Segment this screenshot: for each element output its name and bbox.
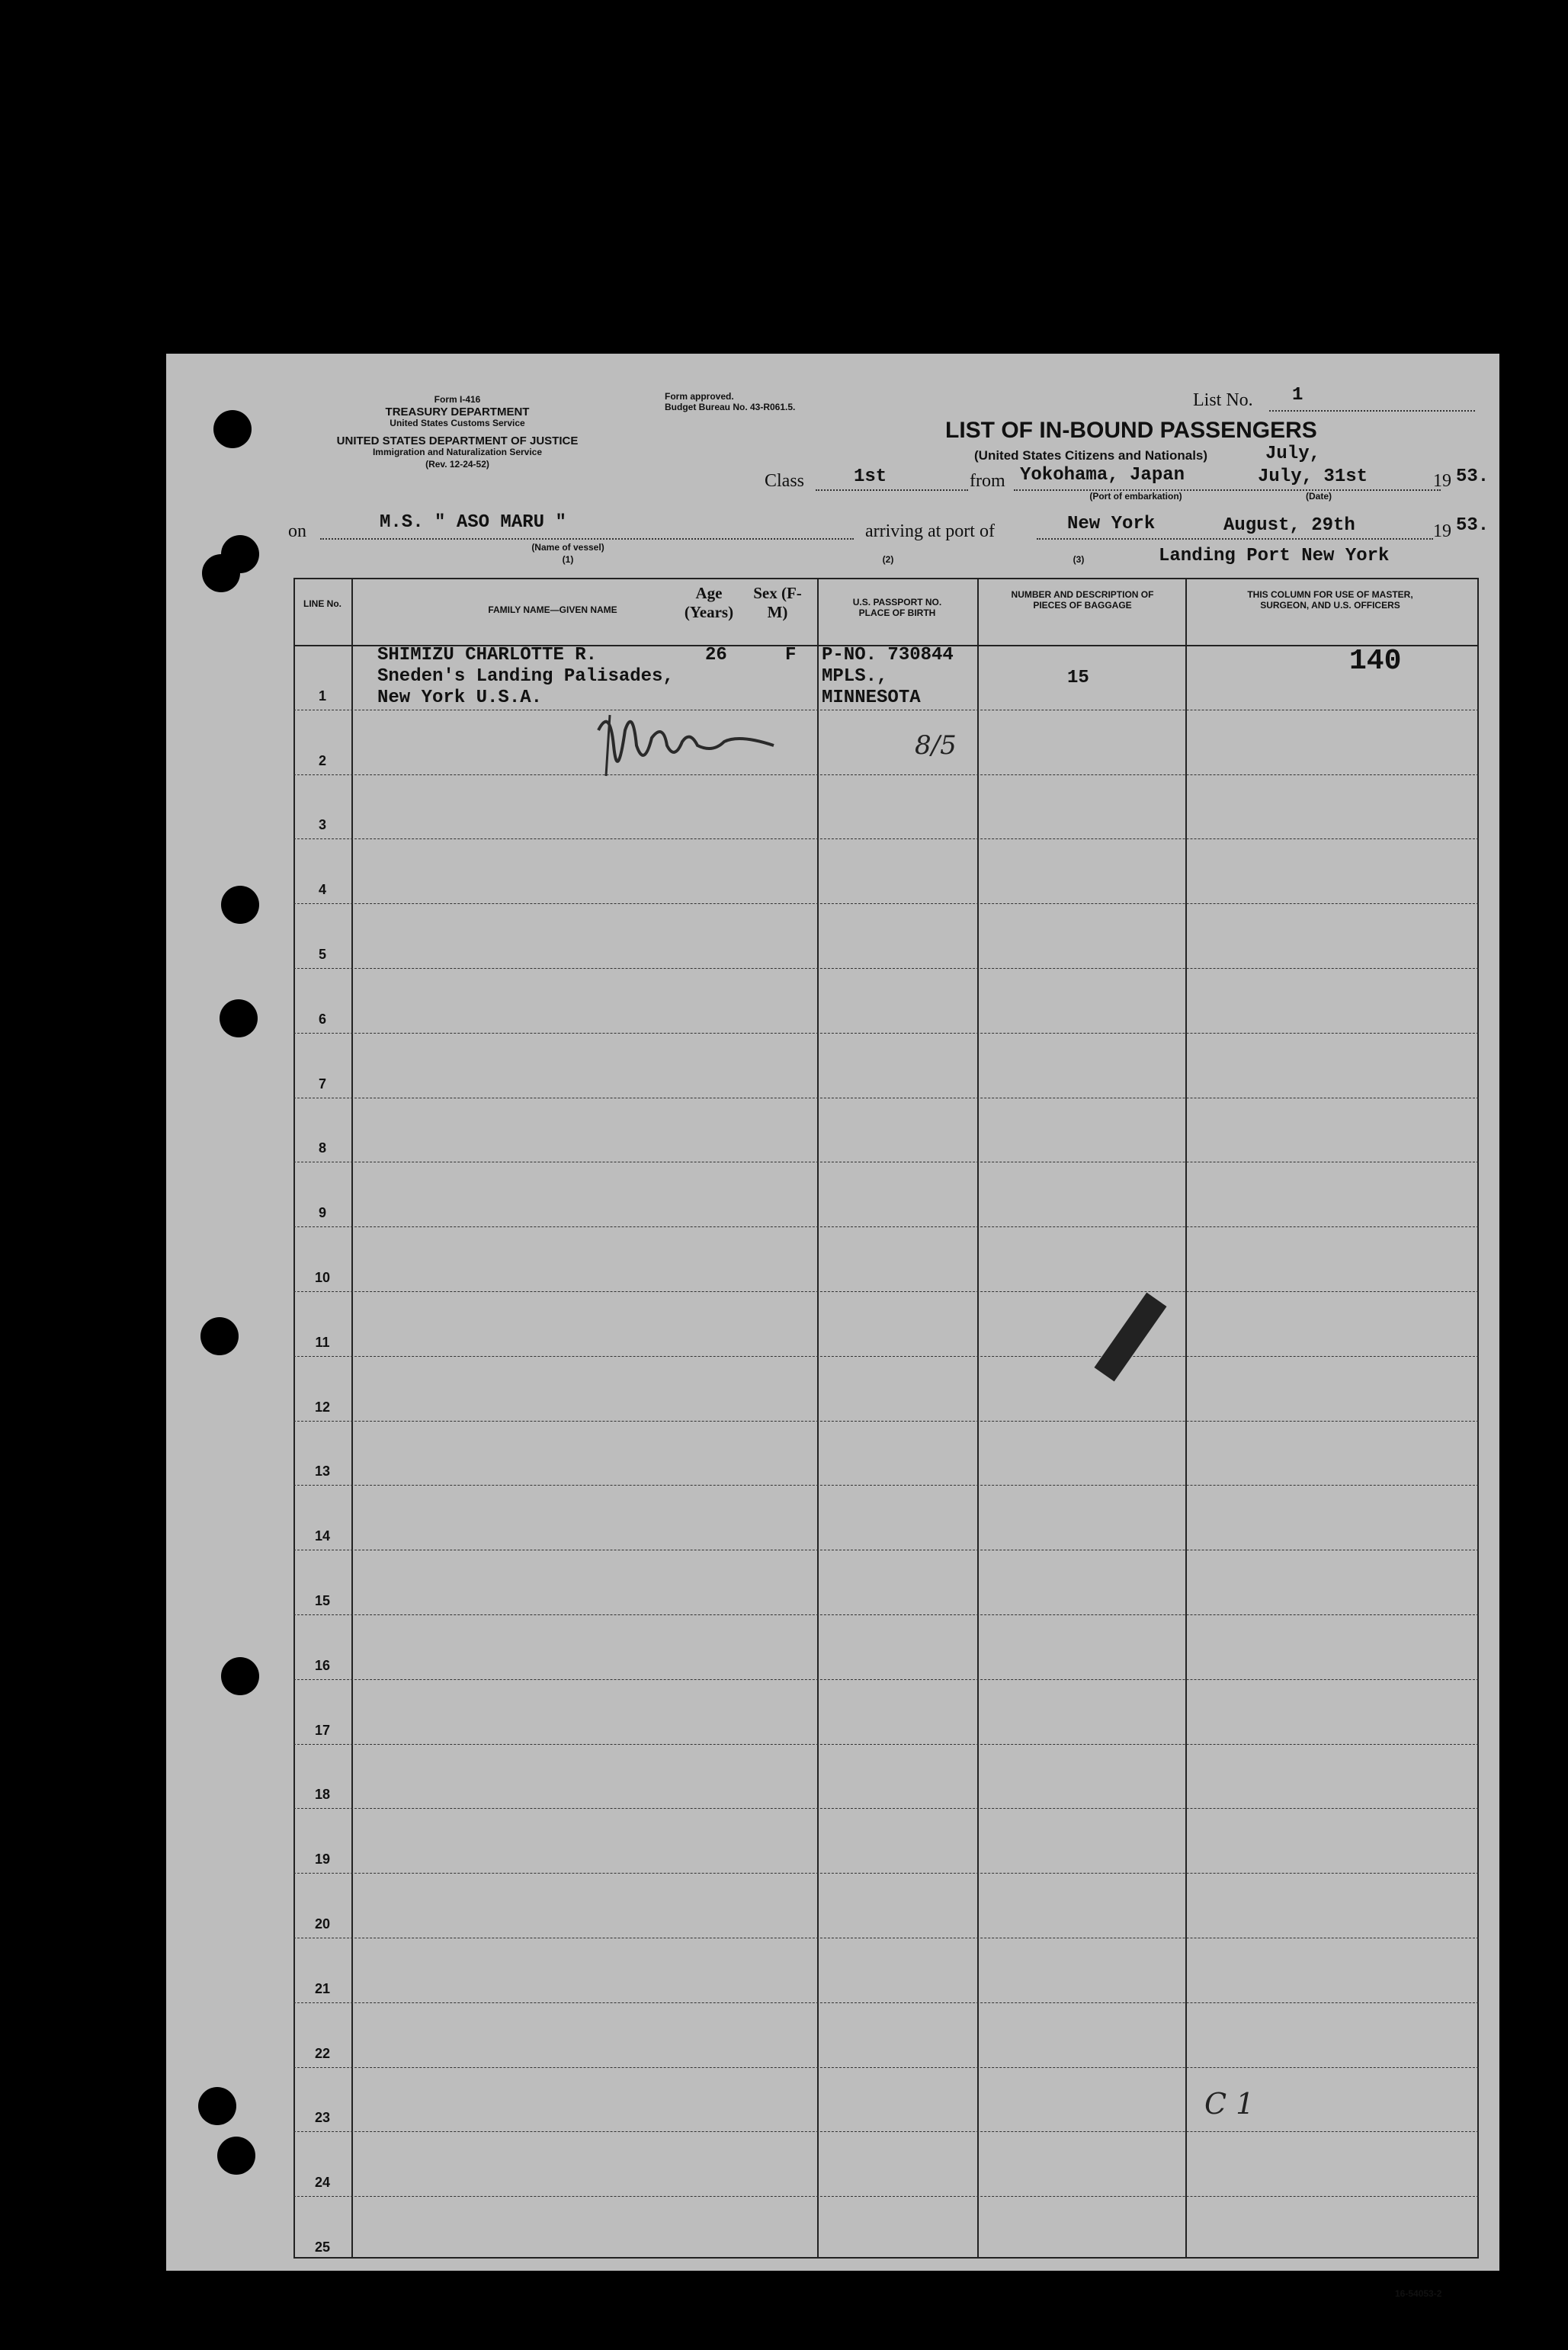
line-number: 12 — [314, 1399, 331, 1415]
punch-hole — [200, 1317, 239, 1355]
caption-3: (3) — [1073, 554, 1085, 565]
punch-hole — [202, 554, 240, 592]
line-number: 3 — [318, 817, 326, 833]
line-number: 24 — [314, 2175, 331, 2191]
line-number: 6 — [318, 1011, 326, 1027]
arrival-year: 53. — [1456, 515, 1489, 536]
row-divider — [293, 1033, 1479, 1034]
row-divider — [293, 1873, 1479, 1874]
line-number: 8 — [318, 1140, 326, 1156]
row-divider — [293, 774, 1479, 775]
revision: (Rev. 12-24-52) — [425, 459, 489, 470]
passenger-address-1: Sneden's Landing Palisades, — [377, 666, 674, 687]
year-prefix-2: 19 — [1433, 521, 1451, 541]
header-name: FAMILY NAME—GIVEN NAME — [488, 604, 617, 615]
header-officers: THIS COLUMN FOR USE OF MASTER, SURGEON, AND U.S. OFFICERS — [1247, 589, 1413, 611]
date-caption: (Date) — [1305, 491, 1332, 502]
row-divider — [293, 2067, 1479, 2068]
row-divider — [293, 1679, 1479, 1680]
caption-1: (1) — [562, 554, 574, 565]
line-number: 7 — [318, 1076, 326, 1092]
handwritten-mark: 8/5 — [915, 730, 957, 761]
departure-date: July, 31st — [1258, 466, 1368, 487]
header-line-no: LINE No. — [303, 598, 341, 609]
row-divider — [293, 1226, 1479, 1227]
row-divider — [293, 2002, 1479, 2003]
form-approved: Form approved. — [665, 391, 734, 402]
line-number: 11 — [315, 1334, 330, 1350]
row-divider — [293, 1808, 1479, 1809]
budget-bureau: Budget Bureau No. 43-R061.5. — [665, 402, 796, 412]
vessel-name: M.S. " ASO MARU " — [380, 512, 566, 533]
punch-hole — [198, 2087, 236, 2125]
line-number: 20 — [314, 1916, 331, 1932]
row-divider — [293, 2196, 1479, 2197]
header-passport: U.S. PASSPORT NO. PLACE OF BIRTH — [852, 597, 942, 618]
punch-hole — [221, 1657, 259, 1695]
list-no: 1 — [1292, 385, 1303, 406]
row-divider — [293, 968, 1479, 969]
baggage-count: 15 — [1067, 668, 1089, 688]
row-divider — [293, 838, 1479, 839]
arrival-port: New York — [1067, 514, 1156, 534]
form-subtitle: (United States Citizens and Nationals) — [974, 448, 1208, 463]
line-number: 18 — [314, 1787, 331, 1803]
line-number: 9 — [318, 1205, 326, 1221]
year-prefix: 19 — [1433, 471, 1451, 491]
line-number: 19 — [314, 1851, 331, 1867]
customs-service: United States Customs Service — [390, 418, 525, 428]
line-number: 15 — [314, 1593, 331, 1608]
footer-code: 16-54053-2 — [1395, 2288, 1442, 2299]
class-value: 1st — [854, 466, 887, 487]
passenger-table — [293, 578, 1479, 2259]
passenger-address-2: New York U.S.A. — [377, 688, 543, 708]
class-label: Class — [765, 471, 805, 491]
punch-hole — [217, 2137, 255, 2175]
passport-number: P-NO. 730844 — [822, 645, 954, 665]
row-divider — [293, 1421, 1479, 1422]
line-number: 13 — [314, 1464, 331, 1480]
form-number: Form I-416 — [434, 394, 481, 405]
margin-note: C 1 — [1204, 2087, 1255, 2121]
passenger-age: 26 — [705, 645, 727, 665]
treasury-dept: TREASURY DEPARTMENT — [385, 406, 530, 418]
row-divider — [293, 1291, 1479, 1292]
line-number: 5 — [318, 947, 326, 962]
row-divider — [293, 1356, 1479, 1357]
passenger-sex: F — [785, 645, 797, 665]
line-number: 10 — [314, 1270, 331, 1285]
list-no-label: List No. — [1193, 390, 1253, 410]
line-number: 16 — [314, 1657, 331, 1673]
on-label: on — [288, 521, 306, 541]
birth-place-2: MINNESOTA — [822, 688, 921, 708]
justice-dept: UNITED STATES DEPARTMENT OF JUSTICE — [336, 434, 579, 447]
departure-year: 53. — [1456, 466, 1489, 487]
header-sex: Sex (F-M) — [753, 584, 802, 621]
caption-2: (2) — [882, 554, 894, 565]
line-number: 23 — [314, 2110, 331, 2126]
officer-number: 140 — [1349, 645, 1402, 678]
line-number: 2 — [318, 752, 326, 768]
line-number: 17 — [314, 1722, 331, 1738]
arrival-date: August, 29th — [1223, 515, 1355, 536]
landing-port: Landing Port New York — [1159, 546, 1390, 566]
handwritten-signature — [591, 700, 789, 791]
punch-hole — [213, 410, 252, 448]
line-number: 21 — [314, 1980, 331, 1996]
port-of-embarkation: Yokohama, Japan — [1020, 465, 1185, 486]
line-number: 14 — [314, 1528, 331, 1544]
port-embark-caption: (Port of embarkation) — [1089, 491, 1182, 502]
punch-hole — [220, 999, 258, 1037]
row-divider — [293, 1614, 1479, 1615]
passenger-name: SHIMIZU CHARLOTTE R. — [377, 645, 598, 665]
ins-service: Immigration and Naturalization Service — [372, 447, 543, 457]
arriving-label: arriving at port of — [865, 521, 995, 541]
line-number: 1 — [318, 688, 326, 704]
birth-place-1: MPLS., — [822, 666, 888, 687]
row-divider — [293, 1744, 1479, 1745]
departure-month: July, — [1265, 444, 1321, 464]
row-divider — [293, 2131, 1479, 2132]
header-age: Age (Years) — [684, 584, 734, 621]
vessel-caption: (Name of vessel) — [531, 542, 604, 553]
line-number: 4 — [318, 882, 326, 898]
from-label: from — [970, 471, 1005, 491]
header-baggage: NUMBER AND DESCRIPTION OF PIECES OF BAGGAGE — [1011, 589, 1154, 611]
row-divider — [293, 1485, 1479, 1486]
punch-hole — [221, 886, 259, 924]
line-number: 22 — [314, 2045, 331, 2061]
row-divider — [293, 903, 1479, 904]
form-title: LIST OF IN-BOUND PASSENGERS — [945, 418, 1317, 443]
line-number: 25 — [314, 2239, 331, 2255]
